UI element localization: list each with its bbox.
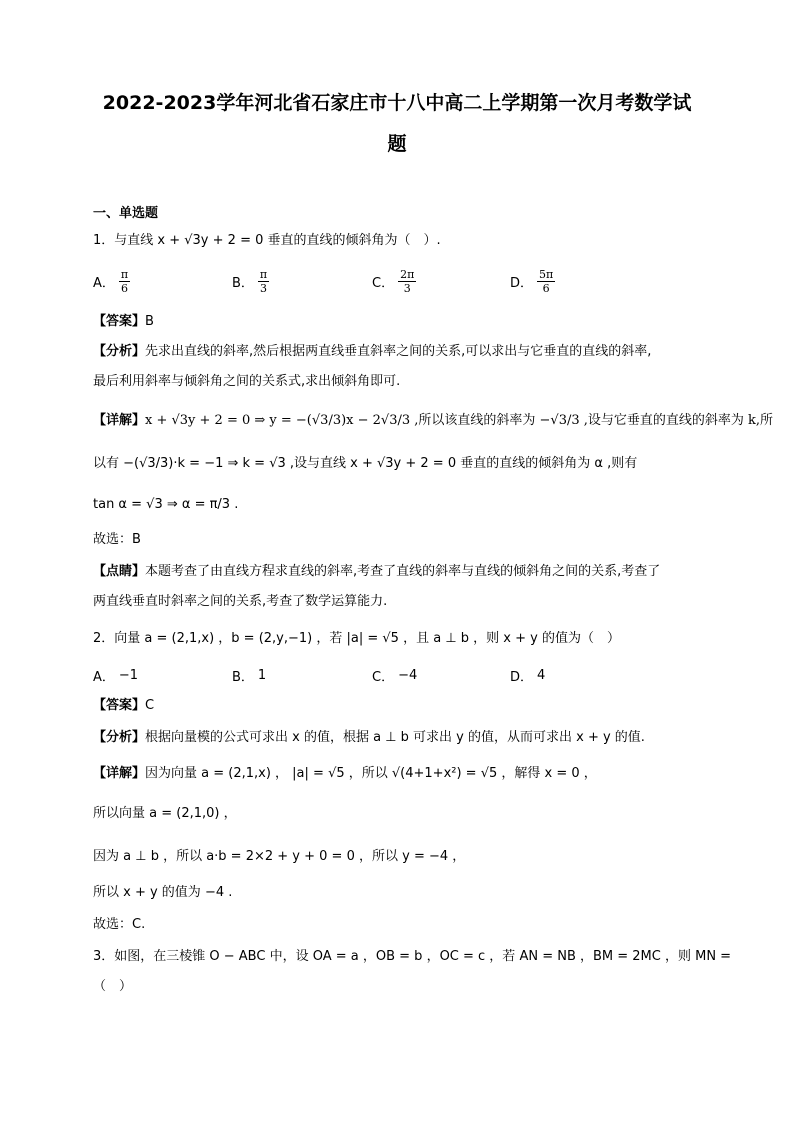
detail-tag: 【详解】 bbox=[93, 413, 146, 428]
q1-detail-line2: 以有 −(√3/3)·k = −1 ⇒ k = √3 ,设与直线 x + √3y + 2 = 0 垂直的直线的倾斜角为 α ,则有 bbox=[93, 456, 638, 471]
answer-tag: 【答案】 bbox=[93, 314, 146, 329]
q1-comment-line2: 两直线垂直时斜率之间的关系,考查了数学运算能力. bbox=[93, 594, 388, 609]
q1-answer bbox=[93, 313, 713, 331]
answer-value: C bbox=[145, 698, 155, 713]
option-text: 1 bbox=[257, 668, 267, 683]
q2-detail-line3: 因为 a ⊥ b ，所以 a·b = 2×2 + y + 0 = 0 ，所以 y = −4 ， bbox=[93, 849, 466, 864]
option-fraction bbox=[537, 268, 555, 295]
option-letter: A． bbox=[93, 276, 115, 291]
q2-option-b bbox=[232, 666, 266, 685]
detail-text: x + √3y + 2 = 0 ⇒ y = −(√3/3)x − 2√3/3 ,所以该直线的斜率为 −√3/3 ,设与它垂直的直线的斜率为 k,所 bbox=[145, 413, 774, 428]
page-title-continued: 题 bbox=[387, 133, 407, 155]
comment-text: 本题考查了由直线方程求直线的斜率,考查了直线的斜率与直线的倾斜角之间的关系,考查了 bbox=[145, 564, 661, 579]
q1-option-c bbox=[372, 268, 416, 295]
q1-analysis bbox=[93, 343, 713, 361]
fraction-numerator: π bbox=[259, 268, 268, 281]
fraction-denominator: 6 bbox=[542, 282, 550, 295]
q2-stem: 2．向量 a = (2,1,x) ，b = (2,y,−1) ，若 |a| = √5 ，且 a ⊥ b ，则 x + y 的值为（ ） bbox=[93, 631, 620, 646]
option-text: 4 bbox=[537, 668, 546, 683]
q2-detail-line2: 所以向量 a = (2,1,0) ， bbox=[93, 806, 237, 821]
option-letter: C． bbox=[372, 670, 395, 685]
q1-comment bbox=[93, 563, 713, 581]
option-fraction bbox=[258, 268, 269, 295]
q2-analysis bbox=[93, 729, 713, 747]
option-letter: C． bbox=[372, 276, 395, 291]
q1-option-a bbox=[93, 268, 130, 295]
comment-tag: 【点睛】 bbox=[93, 564, 146, 579]
option-letter: B． bbox=[232, 276, 254, 291]
q3-stem-line2: （ ） bbox=[93, 979, 133, 994]
q2-detail-line4: 所以 x + y 的值为 −4 . bbox=[93, 885, 233, 900]
q1-choose: 故选：B bbox=[93, 532, 141, 547]
detail-text: 因为向量 a = (2,1,x) ， |a| = √5 ，所以 √(4+1+x²) = √5 ，解得 x = 0 ， bbox=[145, 766, 597, 781]
q2-option-c bbox=[372, 666, 417, 685]
option-text: −4 bbox=[398, 668, 418, 683]
analysis-tag: 【分析】 bbox=[93, 730, 146, 745]
q1-option-b bbox=[232, 268, 269, 295]
fraction-denominator: 6 bbox=[121, 282, 129, 295]
q1-detail bbox=[93, 412, 774, 430]
q1-stem: 1．与直线 x + √3y + 2 = 0 垂直的直线的倾斜角为（ ）. bbox=[93, 233, 441, 248]
page-title: 2022-2023学年河北省石家庄市十八中高二上学期第一次月考数学试 bbox=[102, 92, 692, 114]
analysis-text: 先求出直线的斜率,然后根据两直线垂直斜率之间的关系,可以求出与它垂直的直线的斜率, bbox=[145, 344, 652, 359]
q2-answer bbox=[93, 697, 713, 715]
fraction-denominator: 3 bbox=[260, 282, 268, 295]
option-fraction bbox=[398, 268, 416, 295]
fraction-numerator: 5π bbox=[539, 268, 554, 281]
analysis-tag: 【分析】 bbox=[93, 344, 146, 359]
option-letter: D． bbox=[510, 670, 534, 685]
q2-choose: 故选：C. bbox=[93, 917, 146, 932]
q1-analysis-line2: 最后利用斜率与倾斜角之间的关系式,求出倾斜角即可. bbox=[93, 374, 401, 389]
q1-detail-line3: tan α = √3 ⇒ α = π/3 . bbox=[93, 497, 239, 512]
q3-stem: 3．如图，在三棱锥 O − ABC 中，设 OA = a ，OB = b ，OC = c ，若 AN = NB ，BM = 2MC ，则 MN = bbox=[93, 949, 732, 964]
answer-value: B bbox=[145, 314, 154, 329]
section-heading: 一、单选题 bbox=[93, 206, 159, 221]
fraction-numerator: 2π bbox=[400, 268, 415, 281]
q2-detail bbox=[93, 765, 713, 783]
fraction-denominator: 3 bbox=[403, 282, 411, 295]
option-text: −1 bbox=[118, 668, 139, 683]
q2-option-d bbox=[510, 666, 545, 685]
answer-tag: 【答案】 bbox=[93, 698, 146, 713]
detail-tag: 【详解】 bbox=[93, 766, 146, 781]
option-letter: D． bbox=[510, 276, 534, 291]
fraction-numerator: π bbox=[120, 268, 129, 281]
option-fraction bbox=[119, 268, 130, 295]
q1-option-d bbox=[510, 268, 555, 295]
option-letter: A． bbox=[93, 670, 115, 685]
analysis-text: 根据向量模的公式可求出 x 的值，根据 a ⊥ b 可求出 y 的值，从而可求出 x + y 的值. bbox=[145, 730, 645, 745]
option-letter: B． bbox=[232, 670, 254, 685]
q2-option-a bbox=[93, 666, 138, 685]
